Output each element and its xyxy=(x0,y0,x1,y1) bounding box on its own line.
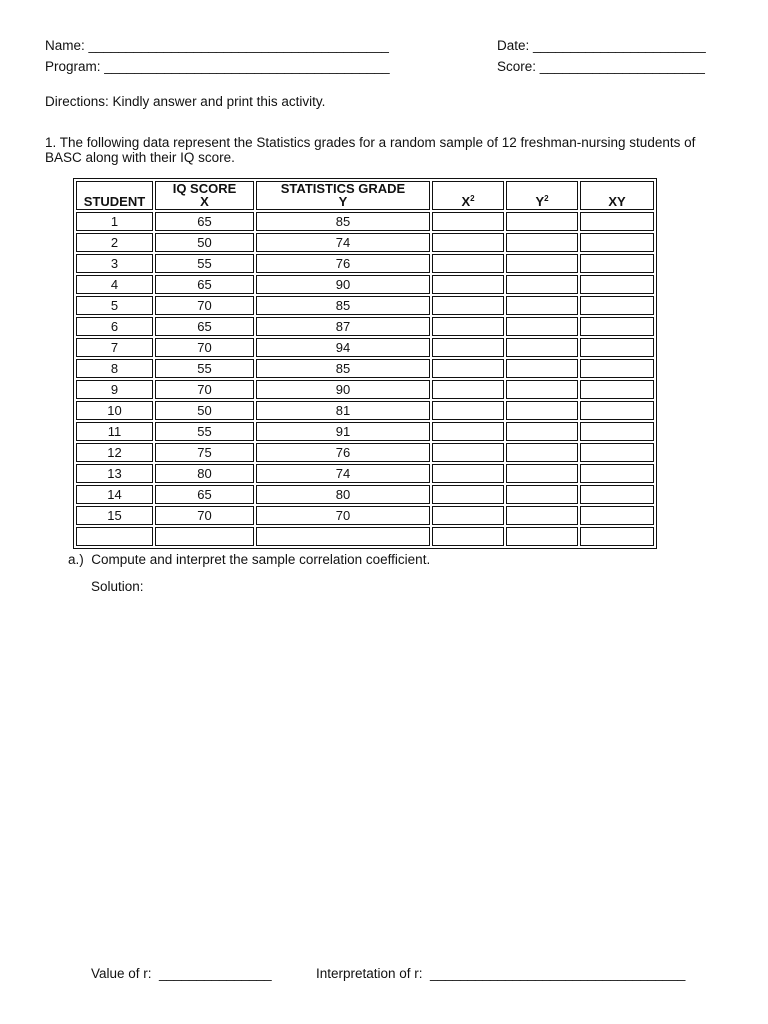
header-y-squared: $Y^2$ xyxy=(506,181,578,210)
data-table xyxy=(73,178,657,549)
y-squared-cell[interactable] xyxy=(506,464,578,483)
y-squared-cell[interactable] xyxy=(506,317,578,336)
xy-cell[interactable] xyxy=(580,338,654,357)
iq-score-cell: 70 xyxy=(155,380,254,399)
part-a-prompt: a.) Compute and interpret the sample correlation coefficient. xyxy=(68,552,431,567)
name-field[interactable]: Name: ________________________________________ xyxy=(45,38,389,53)
iq-score-cell: 70 xyxy=(155,296,254,315)
student-cell: 3 xyxy=(76,254,153,273)
student-cell: 12 xyxy=(76,443,153,462)
xy-cell[interactable] xyxy=(580,506,654,525)
student-cell: 15 xyxy=(76,506,153,525)
header-student: STUDENT xyxy=(76,181,153,210)
y-squared-cell[interactable] xyxy=(506,401,578,420)
score-field[interactable]: Score: ______________________ xyxy=(497,59,705,74)
x-squared-cell[interactable] xyxy=(432,233,504,252)
statistics-grade-cell: 90 xyxy=(256,275,430,294)
table-row xyxy=(76,464,654,483)
statistics-grade-cell: 91 xyxy=(256,422,430,441)
y-squared-cell[interactable] xyxy=(506,338,578,357)
table-row xyxy=(76,275,654,294)
statistics-grade-cell: 70 xyxy=(256,506,430,525)
header-xy: XY xyxy=(580,181,654,210)
x-squared-cell[interactable] xyxy=(432,296,504,315)
question-line-2: BASC along with their IQ score. xyxy=(45,150,235,165)
header-iq-score: IQ SCORE X xyxy=(155,181,254,210)
iq-score-cell: 65 xyxy=(155,485,254,504)
statistics-grade-cell: 85 xyxy=(256,359,430,378)
iq-score-cell: 70 xyxy=(155,506,254,525)
table-row xyxy=(76,506,654,525)
statistics-grade-cell: 85 xyxy=(256,296,430,315)
statistics-grade-cell xyxy=(256,527,430,546)
xy-cell[interactable] xyxy=(580,233,654,252)
x-squared-cell[interactable] xyxy=(432,464,504,483)
x-squared-cell[interactable] xyxy=(432,359,504,378)
question-line-1: 1. The following data represent the Statistics grades for a random sample of 12 freshman-nursing students of xyxy=(45,135,696,150)
iq-score-cell: 65 xyxy=(155,275,254,294)
y-squared-cell[interactable] xyxy=(506,296,578,315)
statistics-grade-cell: 80 xyxy=(256,485,430,504)
table-row xyxy=(76,485,654,504)
statistics-grade-cell: 74 xyxy=(256,233,430,252)
table-row xyxy=(76,401,654,420)
iq-score-cell: 50 xyxy=(155,233,254,252)
y-squared-cell[interactable] xyxy=(506,275,578,294)
iq-score-cell: 80 xyxy=(155,464,254,483)
iq-score-cell xyxy=(155,527,254,546)
y-squared-cell[interactable] xyxy=(506,212,578,231)
y-squared-cell[interactable] xyxy=(506,422,578,441)
table-row xyxy=(76,527,654,546)
statistics-grade-cell: 76 xyxy=(256,254,430,273)
student-cell: 14 xyxy=(76,485,153,504)
iq-score-cell: 70 xyxy=(155,338,254,357)
statistics-grade-cell: 76 xyxy=(256,443,430,462)
program-field[interactable]: Program: ______________________________________ xyxy=(45,59,390,74)
x-squared-cell[interactable] xyxy=(432,275,504,294)
x-squared-cell[interactable] xyxy=(432,380,504,399)
x-squared-cell[interactable] xyxy=(432,212,504,231)
table-row xyxy=(76,296,654,315)
statistics-grade-cell: 87 xyxy=(256,317,430,336)
xy-cell[interactable] xyxy=(580,401,654,420)
table-row xyxy=(76,317,654,336)
xy-cell[interactable] xyxy=(580,527,654,546)
xy-cell[interactable] xyxy=(580,212,654,231)
x-squared-cell[interactable] xyxy=(432,422,504,441)
x-squared-cell[interactable] xyxy=(432,506,504,525)
xy-cell[interactable] xyxy=(580,422,654,441)
student-cell: 9 xyxy=(76,380,153,399)
iq-score-cell: 55 xyxy=(155,254,254,273)
x-squared-cell[interactable] xyxy=(432,485,504,504)
student-cell: 11 xyxy=(76,422,153,441)
student-cell: 5 xyxy=(76,296,153,315)
student-cell: 1 xyxy=(76,212,153,231)
student-cell: 2 xyxy=(76,233,153,252)
table-row xyxy=(76,212,654,231)
date-field[interactable]: Date: _______________________ xyxy=(497,38,706,53)
student-cell: 6 xyxy=(76,317,153,336)
iq-score-cell: 55 xyxy=(155,359,254,378)
xy-cell[interactable] xyxy=(580,380,654,399)
header-statistics-grade: STATISTICS GRADE Y xyxy=(256,181,430,210)
xy-cell[interactable] xyxy=(580,464,654,483)
x-squared-cell[interactable] xyxy=(432,401,504,420)
statistics-grade-cell: 94 xyxy=(256,338,430,357)
table-row xyxy=(76,359,654,378)
xy-cell[interactable] xyxy=(580,443,654,462)
table-row xyxy=(76,233,654,252)
statistics-grade-cell: 74 xyxy=(256,464,430,483)
x-squared-cell[interactable] xyxy=(432,254,504,273)
student-cell: 8 xyxy=(76,359,153,378)
student-cell xyxy=(76,527,153,546)
y-squared-cell[interactable] xyxy=(506,254,578,273)
table-row xyxy=(76,338,654,357)
y-squared-cell[interactable] xyxy=(506,380,578,399)
y-squared-cell[interactable] xyxy=(506,233,578,252)
directions-text: Directions: Kindly answer and print this activity. xyxy=(45,94,326,109)
x-squared-cell[interactable] xyxy=(432,338,504,357)
table-row xyxy=(76,254,654,273)
table-row xyxy=(76,422,654,441)
xy-cell[interactable] xyxy=(580,359,654,378)
iq-score-cell: 75 xyxy=(155,443,254,462)
y-squared-cell[interactable] xyxy=(506,485,578,504)
xy-cell[interactable] xyxy=(580,275,654,294)
student-cell: 4 xyxy=(76,275,153,294)
interpretation-field[interactable]: Interpretation of r: __________________________________ xyxy=(316,966,686,981)
iq-score-cell: 55 xyxy=(155,422,254,441)
xy-cell[interactable] xyxy=(580,317,654,336)
student-cell: 7 xyxy=(76,338,153,357)
xy-cell[interactable] xyxy=(580,296,654,315)
value-of-r-field[interactable]: Value of r: _______________ xyxy=(91,966,272,981)
y-squared-cell[interactable] xyxy=(506,506,578,525)
table-row xyxy=(76,380,654,399)
header-x-squared: $X^2$ xyxy=(432,181,504,210)
iq-score-cell: 65 xyxy=(155,212,254,231)
xy-cell[interactable] xyxy=(580,254,654,273)
solution-label: Solution: xyxy=(91,579,144,594)
table-header-row xyxy=(76,181,654,210)
y-squared-cell[interactable] xyxy=(506,527,578,546)
table-row xyxy=(76,443,654,462)
statistics-grade-cell: 90 xyxy=(256,380,430,399)
student-cell: 13 xyxy=(76,464,153,483)
student-cell: 10 xyxy=(76,401,153,420)
statistics-grade-cell: 85 xyxy=(256,212,430,231)
y-squared-cell[interactable] xyxy=(506,359,578,378)
y-squared-cell[interactable] xyxy=(506,443,578,462)
iq-score-cell: 65 xyxy=(155,317,254,336)
x-squared-cell[interactable] xyxy=(432,317,504,336)
iq-score-cell: 50 xyxy=(155,401,254,420)
x-squared-cell[interactable] xyxy=(432,527,504,546)
statistics-grade-cell: 81 xyxy=(256,401,430,420)
x-squared-cell[interactable] xyxy=(432,443,504,462)
xy-cell[interactable] xyxy=(580,485,654,504)
